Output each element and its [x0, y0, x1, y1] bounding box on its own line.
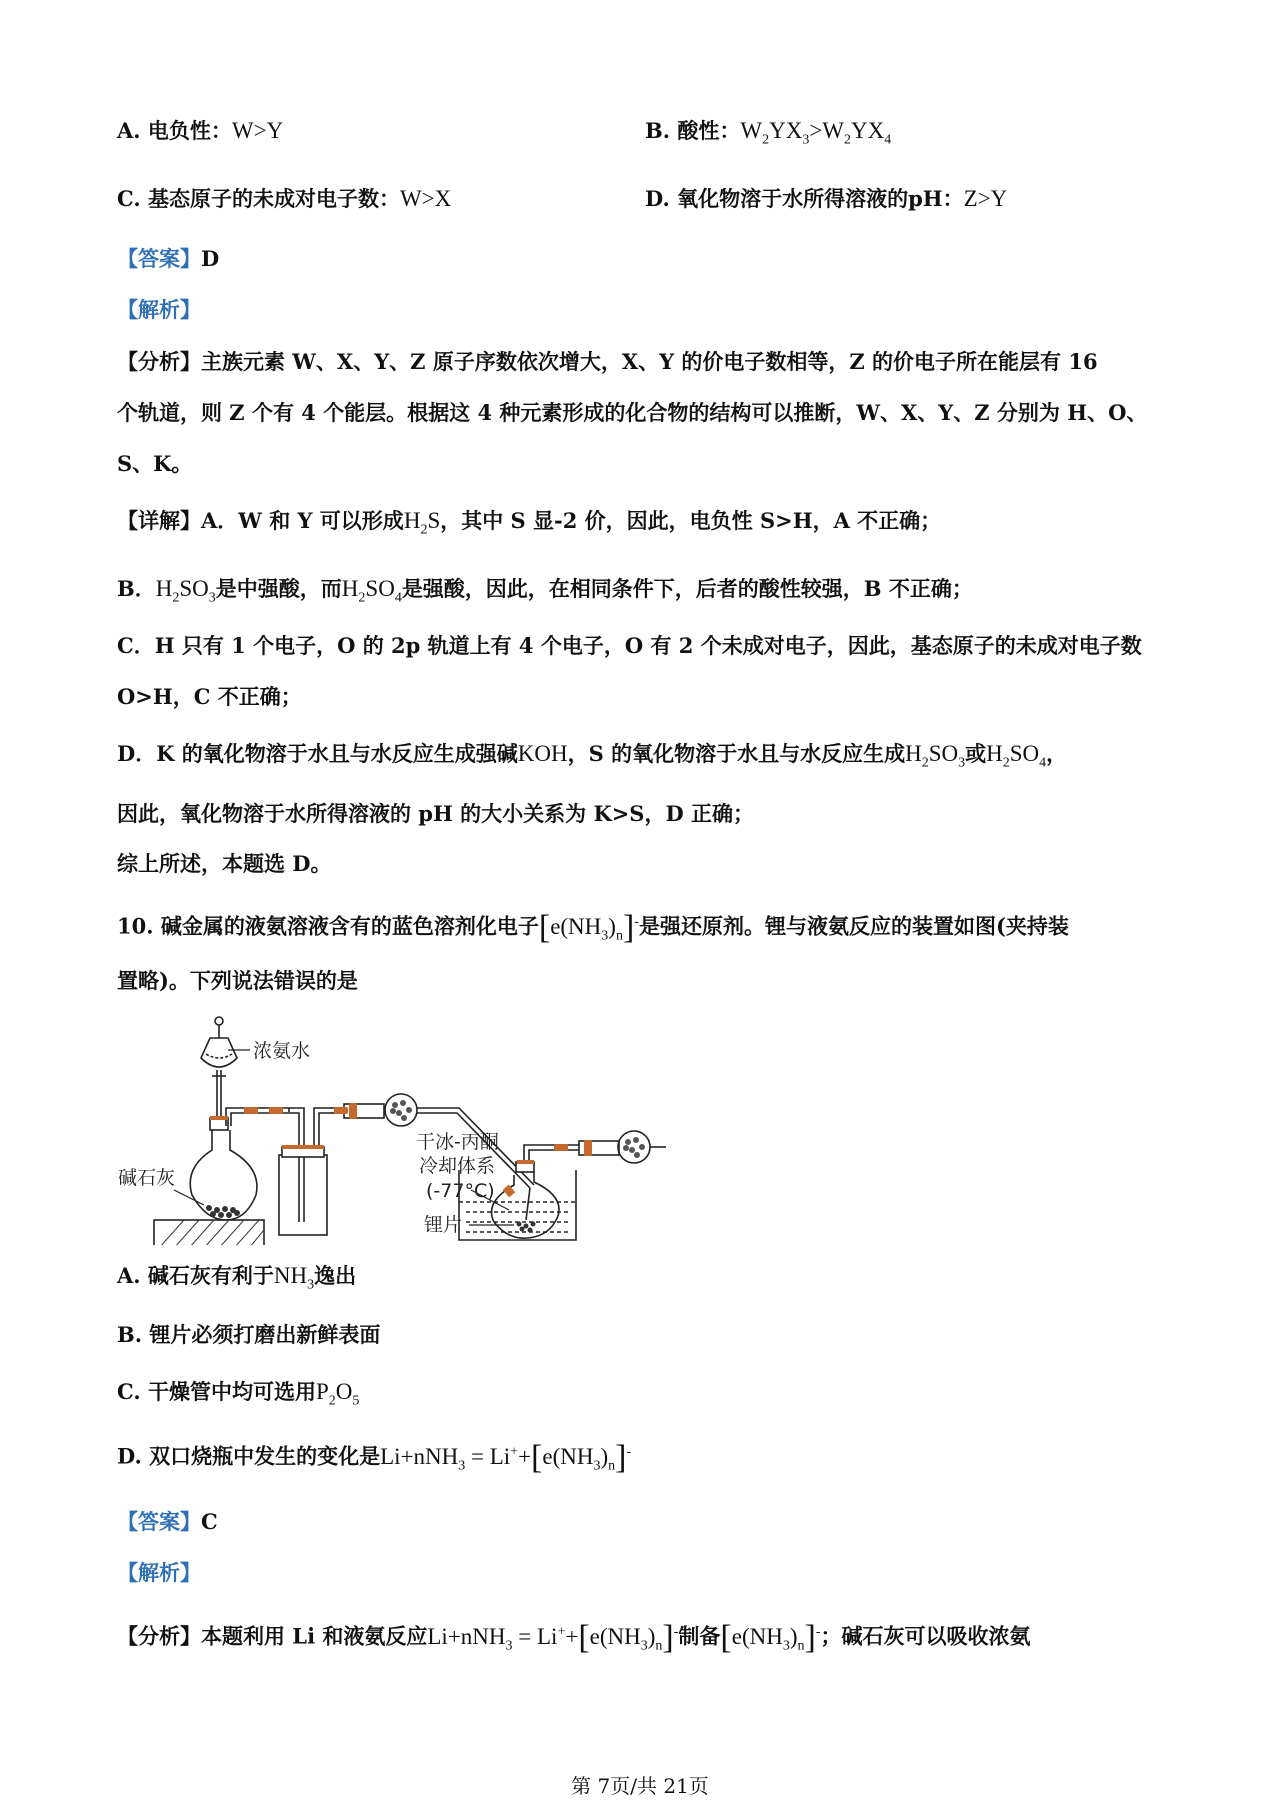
label-conc-ammonia: 浓氨水	[253, 1040, 311, 1062]
q9-fenxi-line-1: 【分析】主族元素 W、X、Y、Z 原子序数依次增大，X、Y 的价电子数相等，Z 的价电子所在能层有 16	[117, 349, 1098, 374]
q9-detail-b: B．$H_2SO_3$是中强酸，而$H_2SO_4$是强酸，因此，在相同条件下，后者的酸性较强，B 不正确；	[117, 576, 973, 606]
q9-detail-d-2: 因此，氧化物溶于水所得溶液的 pH 的大小关系为 K>S，D 正确；	[117, 801, 754, 826]
q9-fenxi-line-3: S、K。	[117, 451, 193, 476]
q9-summary: 综上所述，本题选 D。	[117, 851, 332, 876]
q9-option-c: C. 基态原子的未成对电子数：W>X	[117, 186, 452, 211]
q9-detail-c-2: O>H，C 不正确；	[117, 684, 302, 709]
q10-fenxi-line-1: 【分析】本题利用 Li 和液氨反应$Li+nNH_3 = Li^++[e(NH_3)_n]^-$制备$[e(NH_3)_n]^-$；碱石灰可以吸收浓氨	[117, 1618, 1031, 1656]
q9-answer: 【答案】D	[117, 246, 220, 271]
label-cooling-2: 冷却体系	[419, 1155, 496, 1177]
q10-option-d: D. 双口烧瓶中发生的变化是$Li+nNH_3 = Li^++[e(NH_3)_n]^-$	[117, 1438, 632, 1476]
q9-option-b: B. 酸性：$W_2YX_3>W_2YX_4$	[645, 118, 892, 148]
q10-stem-line-1: 10. 碱金属的液氨溶液含有的蓝色溶剂化电子$[e(NH_3)_n]^-$是强还原剂。锂与液氨反应的装置如图(夹持装	[117, 908, 1069, 946]
q9-analysis-heading: 【解析】	[117, 297, 201, 322]
page-footer: 第 7页/共 21页	[571, 1774, 709, 1798]
q9-detail-c-1: C．H 只有 1 个电子，O 的 2p 轨道上有 4 个电子，O 有 2 个未成对电子，因此，基态原子的未成对电子数	[117, 633, 1142, 658]
q10-answer: 【答案】C	[117, 1509, 218, 1534]
q10-stem-line-2: 置略)。下列说法错误的是	[117, 968, 358, 993]
q9-option-a: A. 电负性：W>Y	[117, 118, 284, 143]
label-cooling-1: 干冰-丙酮	[416, 1131, 499, 1153]
q9-detail-a: 【详解】A．W 和 Y 可以形成$H_2S$，其中 S 显-2 价，因此，电负性 S>H，A 不正确；	[117, 508, 942, 538]
q9-fenxi-line-2: 个轨道，则 Z 个有 4 个能层。根据这 4 种元素形成的化合物的结构可以推断，W、X、Y、Z 分别为 H、O、	[117, 400, 1148, 425]
q9-option-d: D. 氧化物溶于水所得溶液的pH：Z>Y	[645, 186, 1008, 211]
q10-option-c: C. 干燥管中均可选用$P_2O_5$	[117, 1379, 360, 1409]
apparatus-figure	[114, 1010, 754, 1245]
label-soda-lime: 碱石灰	[118, 1167, 176, 1189]
q9-detail-d-1: D．K 的氧化物溶于水且与水反应生成强碱KOH，S 的氧化物溶于水且与水反应生成$H_2SO_3$或$H_2SO_4$，	[117, 741, 1068, 771]
q10-option-a: A. 碱石灰有利于$NH_3$逸出	[117, 1263, 357, 1293]
label-lithium: 锂片	[424, 1214, 463, 1236]
label-cooling-3: (-77°C)	[426, 1180, 495, 1202]
q10-option-b: B. 锂片必须打磨出新鲜表面	[117, 1322, 381, 1347]
q10-analysis-heading: 【解析】	[117, 1560, 201, 1585]
